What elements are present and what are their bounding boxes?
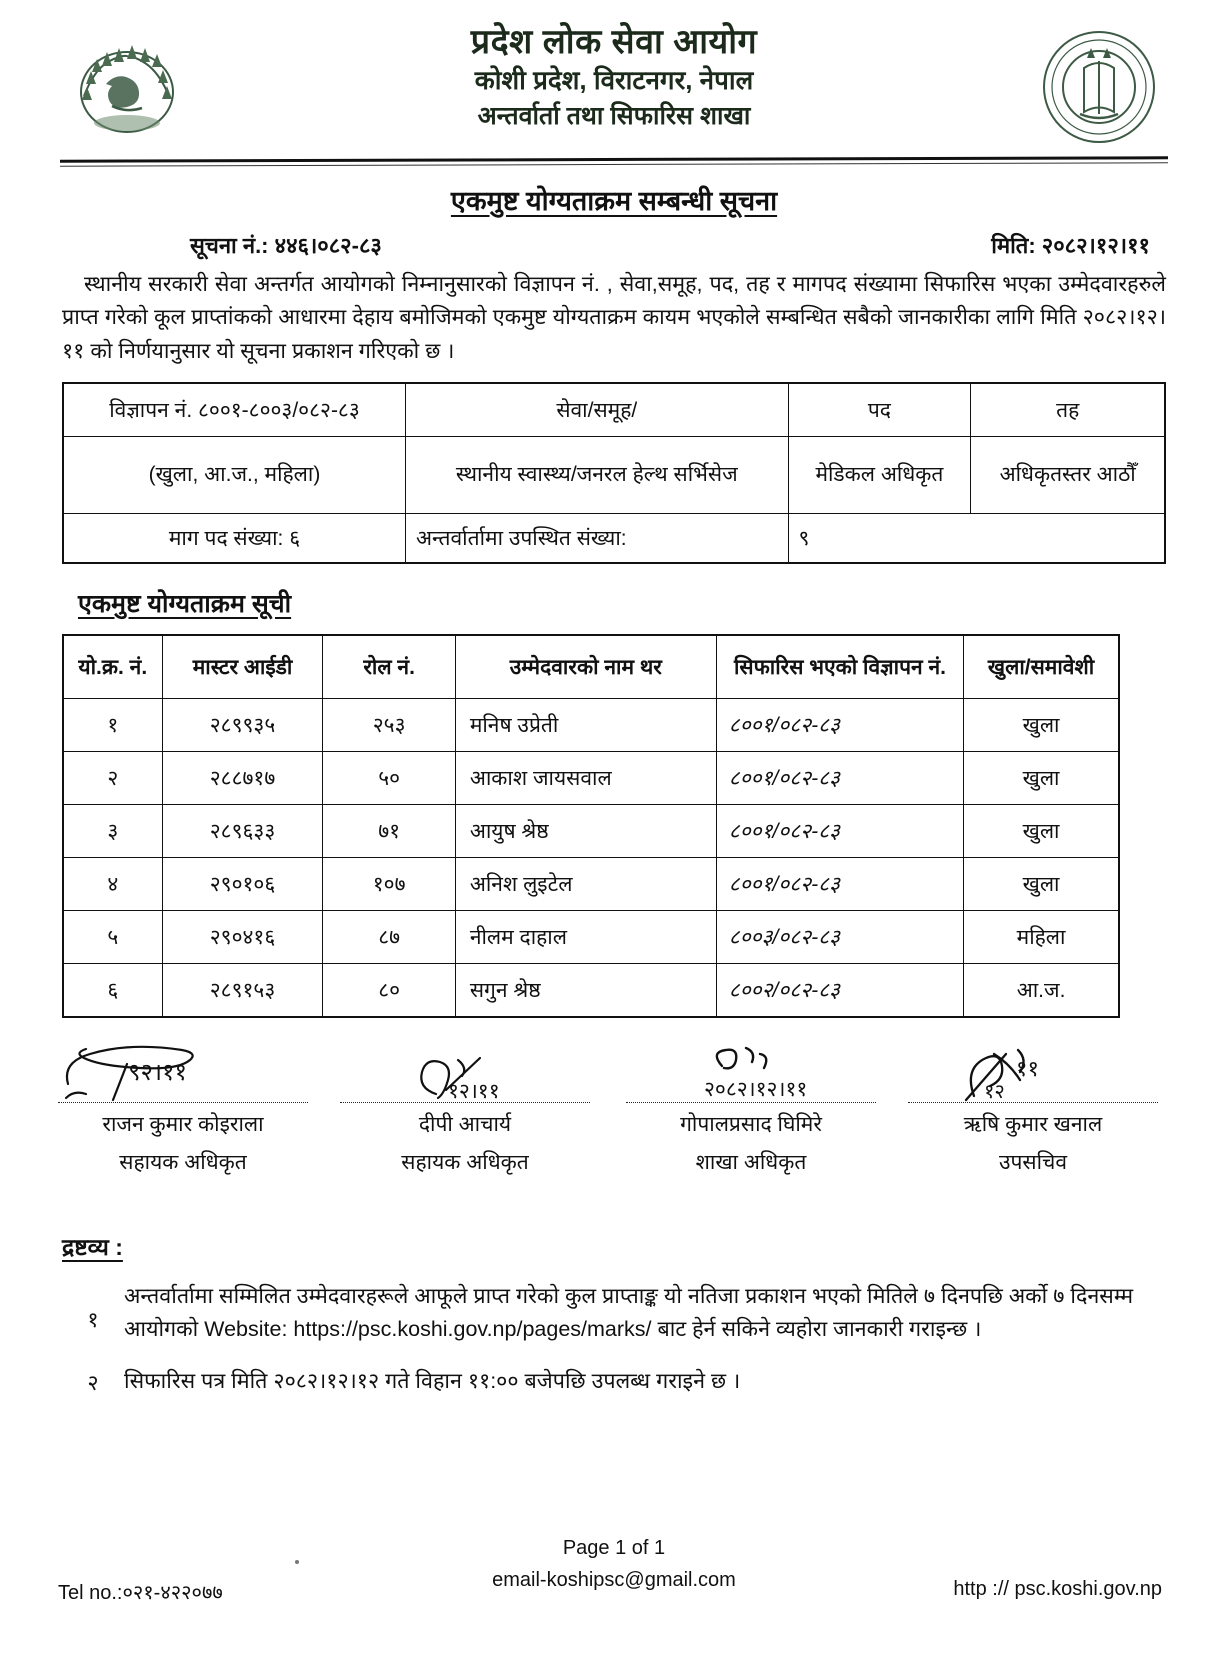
cell-master-id: २९०१०६ (162, 857, 323, 910)
signature-block-4 (908, 1046, 1158, 1176)
cell-advertisement: ८००१/०८२-८३ (716, 698, 963, 751)
header-divider (60, 156, 1168, 162)
table-header-row (63, 635, 1119, 699)
cell-category: खुला (964, 804, 1119, 857)
cell-category: खुला (964, 698, 1119, 751)
cell-category: खुला (964, 751, 1119, 804)
notice-body-paragraph (62, 268, 1166, 368)
notice-date (991, 230, 1150, 260)
cell-roll-no: २५३ (323, 698, 455, 751)
document-header (0, 0, 1228, 152)
cell-serial: ४ (63, 857, 162, 910)
cell-category: महिला (964, 910, 1119, 963)
signatory-role: सहायक अधिकृत (401, 1150, 529, 1174)
notice-number-value: ४४६।०८२-८३ (274, 233, 382, 258)
handwritten-signature-icon (340, 1040, 590, 1104)
handwritten-signature-icon (58, 1040, 308, 1104)
signatory-role: उपसचिव (998, 1150, 1068, 1174)
advertisement-info-table (62, 382, 1166, 564)
cell-roll-no: ८० (323, 963, 455, 1017)
svg-text:१२।११: १२।११ (448, 1078, 500, 1103)
signatory-name: राजन कुमार कोइराला (102, 1112, 264, 1136)
signature-block-3 (626, 1046, 876, 1176)
cell-advertisement: ८००१/०८२-८३ (716, 804, 963, 857)
notice-number (190, 230, 382, 260)
signatory-name: ऋषि कुमार खनाल (963, 1112, 1103, 1136)
cell-category: आ.ज. (964, 963, 1119, 1017)
cell-candidate-name: सगुन श्रेष्ठ (455, 963, 716, 1017)
header-titles (304, 0, 924, 129)
note-text: अन्तर्वार्तामा सम्मिलित उम्मेदवारहरूले आफूले प्राप्त गरेको कुल प्राप्ताङ्क यो नतिजा प्रकाशन भएको मितिले ७ दिनपछि अर्को ७ दिनसम्म आयोगको Website: https://psc.koshi.gov.np/pages/marks/ बाट हेर्न सकिने व्यहोरा जानकारी गराइन्छ । (124, 1283, 1134, 1342)
merit-list-body (63, 698, 1119, 1017)
notes-heading: द्रष्टव्य : (62, 1233, 123, 1260)
table-row (63, 963, 1119, 1017)
signatory-name: गोपालप्रसाद घिमिरे (680, 1112, 822, 1136)
note-text: सिफारिस पत्र मिति २०८२।१२।१२ गते विहान ११:०० बजेपछि उपलब्ध गराइने छ । (124, 1368, 741, 1393)
signature-line (340, 1046, 590, 1103)
table-row (63, 751, 1119, 804)
column-header-candidate-name: उम्मेदवारको नाम थर (455, 635, 716, 699)
cell-roll-no: ५० (323, 751, 455, 804)
signatory-name: दीपी आचार्य (418, 1112, 512, 1136)
info-value-service-group: स्थानीय स्वास्थ्य/जनरल हेल्थ सर्भिसेज (406, 436, 788, 513)
organization-location: कोशी प्रदेश, विराटनगर, नेपाल (474, 65, 754, 96)
list-item (62, 1280, 1228, 1347)
cell-advertisement: ८००१/०८२-८३ (716, 857, 963, 910)
cell-advertisement: ८००२/०८२-८३ (716, 963, 963, 1017)
signature-area (52, 1046, 1176, 1196)
note-number: २ (87, 1370, 99, 1395)
signature-block-2 (340, 1046, 590, 1176)
table-row (63, 910, 1119, 963)
column-header-category: खुला/समावेशी (964, 635, 1119, 699)
notice-number-label: सूचना नं.: (190, 233, 269, 258)
svg-text:९२।११: ९२।११ (128, 1059, 188, 1086)
footer-website: http :// psc.koshi.gov.np (953, 1578, 1162, 1600)
svg-text:११: ११ (1016, 1055, 1039, 1081)
result-section-heading: एकमुष्ट योग्यताक्रम सूची (78, 589, 292, 618)
list-item (62, 1365, 1228, 1400)
column-header-advertisement: सिफारिस भएको विज्ञापन नं. (716, 635, 963, 699)
info-table-header-row (63, 383, 1165, 437)
document-footer (0, 1532, 1228, 1604)
info-value-post: मेडिकल अधिकृत (788, 436, 971, 513)
notes-section (62, 1230, 1228, 1400)
cell-serial: २ (63, 751, 162, 804)
signatory-role: शाखा अधिकृत (695, 1150, 807, 1174)
handwritten-signature-icon (626, 1040, 876, 1104)
signature-block-1 (58, 1046, 308, 1176)
column-header-serial: यो.क्र. नं. (63, 635, 162, 699)
cell-candidate-name: आकाश जायसवाल (455, 751, 716, 804)
interview-present-label: अन्तर्वार्तामा उपस्थित संख्या: (406, 513, 788, 563)
result-table-wrapper (62, 634, 1166, 1018)
column-header-master-id: मास्टर आईडी (162, 635, 323, 699)
koshi-psc-seal (1040, 28, 1158, 146)
signature-line (58, 1046, 308, 1103)
cell-serial: ५ (63, 910, 162, 963)
info-table-count-row (63, 513, 1165, 563)
cell-roll-no: १०७ (323, 857, 455, 910)
footer-email: email-koshipsc@gmail.com (492, 1569, 736, 1591)
cell-master-id: २९०४१६ (162, 910, 323, 963)
svg-text:२०८२।१२।११: २०८२।१२।११ (704, 1076, 808, 1101)
info-header-advertisement: विज्ञापन नं. ८००१-८००३/०८२-८३ (63, 383, 406, 437)
cell-master-id: २८९६३३ (162, 804, 323, 857)
cell-candidate-name: नीलम दाहाल (455, 910, 716, 963)
info-table-value-row (63, 436, 1165, 513)
cell-candidate-name: अनिश लुइटेल (455, 857, 716, 910)
merit-list-table (62, 634, 1120, 1018)
note-number: १ (87, 1307, 99, 1332)
header-divider-thin (60, 162, 1168, 166)
cell-advertisement: ८००१/०८२-८३ (716, 751, 963, 804)
cell-master-id: २८८७१७ (162, 751, 323, 804)
signature-line (908, 1046, 1158, 1103)
page-title: एकमुष्ट योग्यताक्रम सम्बन्धी सूचना (450, 186, 778, 216)
cell-candidate-name: आयुष श्रेष्ठ (455, 804, 716, 857)
signature-line (626, 1046, 876, 1103)
cell-category: खुला (964, 857, 1119, 910)
demand-post-label: माग पद संख्या: (168, 526, 284, 550)
table-row (63, 804, 1119, 857)
signatory-role: सहायक अधिकृत (119, 1150, 247, 1174)
cell-serial: ६ (63, 963, 162, 1017)
cell-serial: १ (63, 698, 162, 751)
info-header-service-group: सेवा/समूह/ (406, 383, 788, 437)
cell-serial: ३ (63, 804, 162, 857)
notice-date-label: मिति: (991, 233, 1036, 258)
cell-master-id: २८९९३५ (162, 698, 323, 751)
info-value-category: (खुला, आ.ज., महिला) (63, 436, 406, 513)
cell-roll-no: ७१ (323, 804, 455, 857)
notice-meta (0, 218, 1228, 260)
info-value-level: अधिकृतस्तर आठौँ (971, 436, 1165, 513)
page-number: Page 1 of 1 (562, 1537, 666, 1559)
demand-post-count (63, 513, 406, 563)
info-header-level: तह (971, 383, 1165, 437)
cell-roll-no: ८७ (323, 910, 455, 963)
table-row (63, 857, 1119, 910)
cell-candidate-name: मनिष उप्रेती (455, 698, 716, 751)
handwritten-signature-icon (908, 1040, 1158, 1104)
notice-body-text: स्थानीय सरकारी सेवा अन्तर्गत आयोगको निम्नानुसारको विज्ञापन नं. , सेवा,समूह, पद, तह र मागपद संख्यामा सिफारिस भएका उम्मेदवारहरुले प्राप्त गरेको कूल प्राप्तांकको आधारमा देहाय बमोजिमको एकमुष्ट योग्यताक्रम कायम भएकोले सम्बन्धित सबैको जानकारीका लागि मिति २०८२।१२।११ को निर्णयानुसार यो सूचना प्रकाशन गरिएको छ । (62, 272, 1166, 363)
table-row (63, 698, 1119, 751)
footer-telephone: Tel no.:०२१-४२२०७७ (58, 1582, 223, 1604)
notice-date-value: २०८२।१२।११ (1041, 233, 1150, 258)
column-header-roll-no: रोल नं. (323, 635, 455, 699)
nepal-government-emblem (62, 26, 192, 144)
cell-master-id: २८९१५३ (162, 963, 323, 1017)
info-header-post: पद (788, 383, 971, 437)
demand-post-value: ६ (289, 526, 301, 550)
cell-advertisement: ८००३/०८२-८३ (716, 910, 963, 963)
organization-branch: अन्तर्वार्ता तथा सिफारिस शाखा (477, 101, 751, 130)
interview-present-value: ९ (788, 513, 1165, 563)
organization-name: प्रदेश लोक सेवा आयोग (470, 23, 758, 61)
svg-text:१२: १२ (984, 1080, 1005, 1103)
